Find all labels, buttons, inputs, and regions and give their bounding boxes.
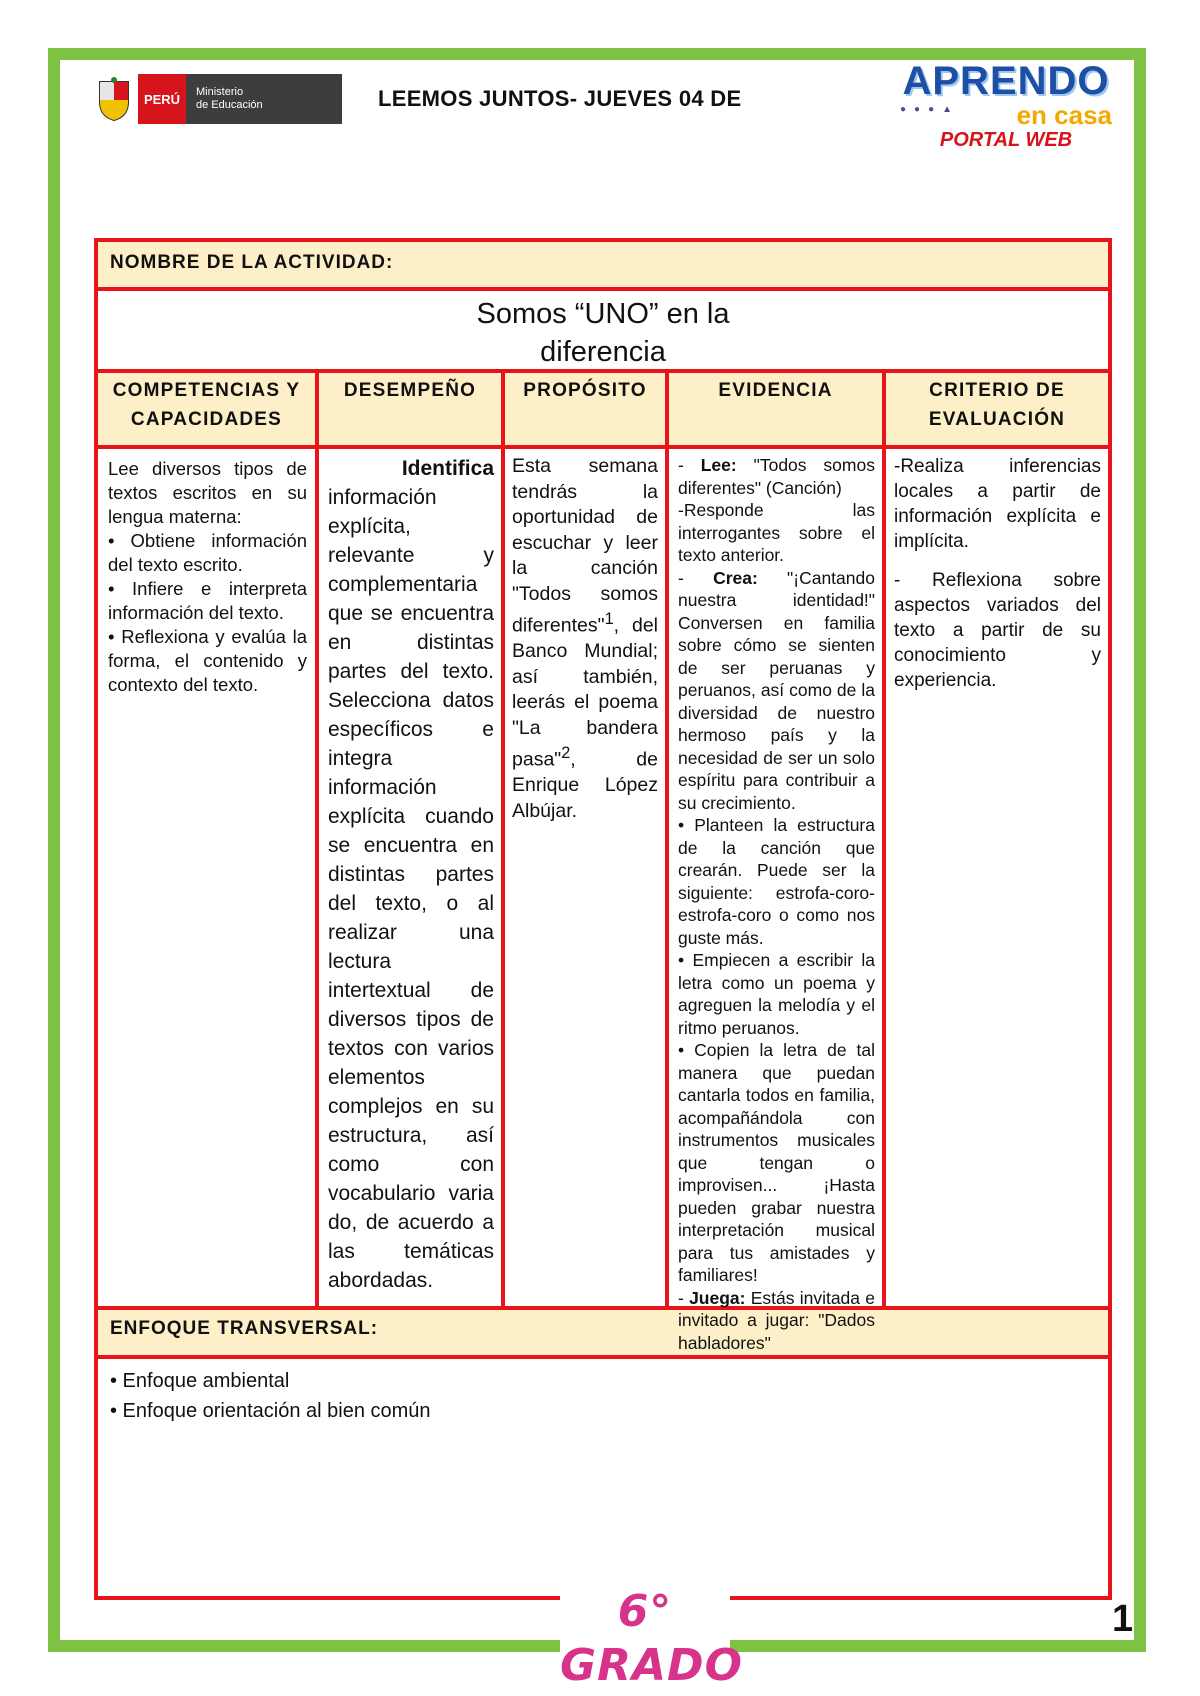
prefix: - — [678, 455, 701, 475]
evidencia-juega-text: Estás invitada e invitado a jugar: "Dados habladores" — [678, 1287, 875, 1353]
enfoque-item: • Enfoque ambiental — [110, 1370, 290, 1392]
page-number: 1 — [1112, 1598, 1134, 1640]
column-header-competencias — [98, 376, 315, 434]
ministry-line2: de Educación — [196, 99, 263, 111]
brand-line2: en casa — [1016, 100, 1112, 130]
footnote-ref: 1 — [604, 610, 614, 628]
activity-title-line2: diferencia — [540, 336, 666, 368]
column-header-proposito — [505, 376, 665, 405]
brand-line1: APRENDO — [902, 59, 1110, 103]
desempeno-bold: Identifica — [401, 457, 494, 480]
enfoque-item: • Enfoque orientación al bien común — [110, 1400, 431, 1422]
column-header-line: EVIDENCIA — [718, 380, 833, 401]
evidencia-crea-label: Crea: — [713, 567, 758, 588]
grade-label: 6° GRADO — [560, 1586, 743, 1691]
column-divider — [882, 373, 886, 1306]
brand-dots-icon: ●●●▲ — [900, 104, 961, 115]
column-divider — [315, 373, 319, 1306]
evidencia-lee-text: "Todos somos diferentes" (Canción) — [678, 455, 875, 498]
column-header-line: PROPÓSITO — [523, 380, 647, 401]
prefix: - — [678, 567, 714, 588]
proposito-text: Esta semana tendrás la oportunidad de escuchar y leer la canción "Todos somos diferentes" — [512, 455, 658, 637]
evidencia-bullet: • Empiecen a escribir la letra como un poema y agreguen la melodía y el ritmo peruanos. — [678, 950, 875, 1038]
desempeno-text: información explícita, relevante y complementaria que se encuentra en distintas partes del texto. Selecciona datos específicos e integra información explícita cuando se encuentra en distintas partes del texto, o al realizar una lectura intertextual de diversos tipos de textos con varios elementos complejos en su estructura, así como con vocabulario varia do, de acuerdo a las temáticas abordadas. — [328, 486, 494, 1292]
evidencia-crea-text: "¡Cantando nuestra identidad!" Conversen en familia sobre cómo se sienten de ser peruanas y peruanos, así como de la diversidad de nuestro hermoso país y la necesidad de ser un solo espíritu para contribuir a su crecimiento. — [678, 567, 875, 813]
criterio-item: - Reflexiona sobre aspectos variados del texto a partir de su conocimiento y experiencia. — [894, 570, 1101, 691]
competencias-intro: Lee diversos tipos de textos escritos en su lengua materna: — [108, 458, 307, 527]
competencias-item: • Reflexiona y evalúa la forma, el contenido y contexto del texto. — [108, 626, 307, 695]
proposito-text: , de Enrique López Albújar. — [512, 748, 658, 822]
column-header-line: COMPETENCIAS Y — [112, 380, 301, 401]
ministry-line1: Ministerio — [196, 86, 244, 98]
proposito-text: , del Banco Mundial; así también, leerás el poema "La bandera pasa" — [512, 614, 658, 771]
evidencia-bullet: • Copien la letra de tal manera que puedan cantarla todos en familia, acompañándola con instrumentos musicales que tengan o improvisen... ¡Hasta pueden grabar nuestra interpretación musical para tus amistades y familiares! — [678, 1040, 875, 1285]
competencias-cell — [108, 457, 307, 697]
peru-label: PERÚ — [138, 74, 186, 124]
evidencia-lee-label: Lee: — [700, 455, 737, 475]
page-title: LEEMOS JUNTOS- JUEVES 04 DE — [378, 86, 742, 111]
divider — [98, 1306, 1108, 1310]
activity-label: NOMBRE DE LA ACTIVIDAD: — [110, 252, 394, 273]
column-header-criterio — [886, 376, 1108, 434]
activity-table — [94, 238, 1112, 1600]
column-header-line: DESEMPEÑO — [343, 380, 477, 401]
evidencia-bullet: • Planteen la estructura de la canción que crearán. Puede ser la siguiente: estrofa-coro-estrofa-coro o como nos guste más. — [678, 815, 875, 948]
activity-title-line1: Somos “UNO” en la — [476, 298, 730, 330]
desempeno-cell — [328, 454, 494, 1295]
evidencia-juega — [678, 1287, 875, 1355]
prefix: - — [678, 1287, 690, 1308]
column-header-line: CRITERIO DE — [929, 380, 1065, 401]
criterio-item: -Realiza inferencias locales a partir de información explícita e implícita. — [894, 456, 1101, 552]
proposito-cell — [512, 454, 658, 824]
evidencia-lee — [678, 454, 875, 499]
column-header-desempeno — [319, 376, 501, 405]
column-header-evidencia — [669, 376, 882, 405]
aprendo-en-casa-logo — [890, 60, 1122, 156]
competencias-item: • Infiere e interpreta información del texto. — [108, 578, 307, 623]
competencias-item: • Obtiene información del texto escrito. — [108, 530, 307, 575]
brand-line3: PORTAL WEB — [939, 129, 1073, 151]
coat-of-arms-icon — [94, 74, 134, 124]
criterio-cell — [894, 454, 1101, 693]
column-header-line: CAPACIDADES — [130, 409, 283, 430]
column-divider — [665, 373, 669, 1306]
evidencia-cell — [678, 454, 875, 1354]
evidencia-juega-label: Juega: — [689, 1287, 746, 1308]
column-divider — [501, 373, 505, 1306]
footnote-ref: 2 — [561, 744, 571, 762]
ministry-label — [186, 74, 342, 124]
enfoque-label: ENFOQUE TRANSVERSAL: — [110, 1318, 379, 1339]
divider — [98, 1355, 1108, 1359]
column-header-line: EVALUACIÓN — [928, 409, 1066, 430]
evidencia-crea — [678, 567, 875, 815]
ministry-logo — [94, 74, 342, 124]
divider — [98, 445, 1108, 449]
divider — [98, 287, 1108, 291]
evidencia-responde: -Responde las interrogantes sobre el texto anterior. — [678, 500, 875, 565]
